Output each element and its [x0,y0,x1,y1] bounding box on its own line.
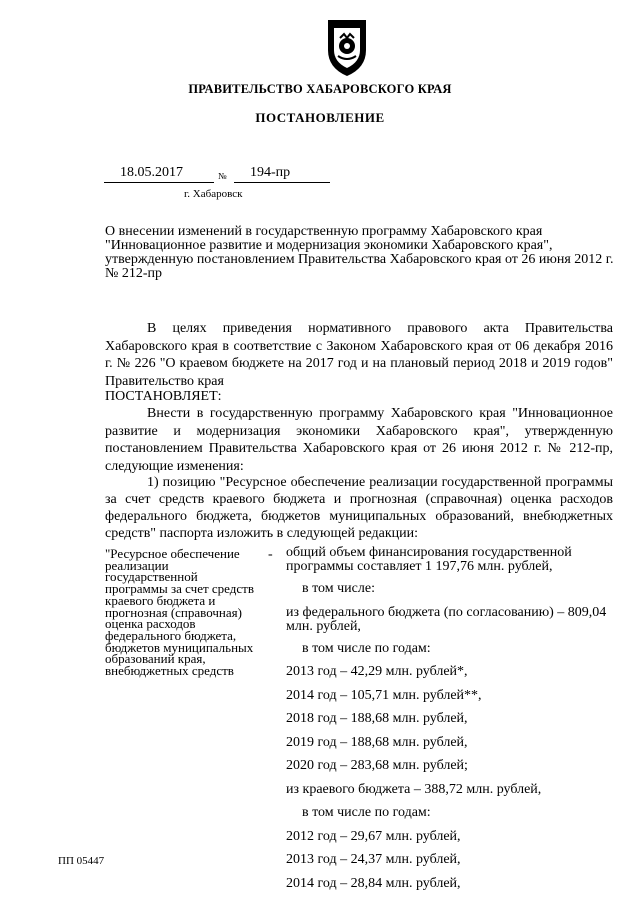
financing-line: 2020 год – 283,68 млн. рублей; [286,758,468,773]
financing-line: из федерального бюджета (по согласованию) – 809,04 млн. рублей, [286,604,607,634]
city-name: г. Хабаровск [184,188,243,200]
coat-of-arms-emblem [324,16,370,78]
financing-line: общий объем финансирования государственной программы составляет 1 197,76 млн. рублей, [286,545,572,574]
decree-type: ПОСТАНОВЛЕНИЕ [255,110,385,125]
financing-details [286,546,613,900]
amendment-paragraph: Внести в государственную программу Хабаровского края "Инновационное развитие и модернизация экономики Хабаровского края", утвержденную постановлением Правительства Хабаровского края от 26 июня 2012 г. № 212-пр, следующие изменения: [105,406,613,474]
number-sign: № [218,171,227,181]
resolves-heading: ПОСТАНОВЛЯЕТ: [105,389,222,404]
financing-line: в том числе по годам: [302,640,431,656]
item-one-paragraph: 1) позицию "Ресурсное обеспечение реализации государственной программы за счет средств краевого бюджета и прогнозная (справочная) оценка расходов федерального бюджета, бюджетов муниципальных образований, внебюджетных средств" паспорта изложить в следующей редакции: [105,475,613,541]
passport-position-title: "Ресурсное обеспечение реализации государственной программы за счет средств краевого бюджета и прогнозная (справочная) оценка расходов федерального бюджета, бюджетов муниципальных образований края, внебюджетных средств [105,546,254,679]
government-name: ПРАВИТЕЛЬСТВО ХАБАРОВСКОГО КРАЯ [188,82,452,96]
decree-subject: О внесении изменений в государственную программу Хабаровского края "Инновационное развитие и модернизация экономики Хабаровского края", утвержденную постановлением Правительства Хабаровского края от 26 июня 2012 г. № 212-пр [105,224,614,281]
financing-line: 2013 год – 24,37 млн. рублей, [286,852,461,867]
financing-line: 2012 год – 29,67 млн. рублей, [286,828,461,844]
decree-date: 18.05.2017 [104,165,214,183]
financing-line: 2014 год – 105,71 млн. рублей**, [286,687,482,703]
financing-line: в том числе: [302,581,375,596]
financing-line: в том числе по годам: [302,805,431,820]
financing-line: из краевого бюджета – 388,72 млн. рублей, [286,781,542,797]
financing-line: 2019 год – 188,68 млн. рублей, [286,734,468,750]
table-dash: - [268,547,273,562]
financing-line: 2018 год – 188,68 млн. рублей, [286,711,468,726]
preamble-paragraph: В целях приведения нормативного правового акта Правительства Хабаровского края в соответствие с Законом Хабаровского края от 06 декабря 2016 г. № 226 "О краевом бюджете на 2017 год и на плановый период 2018 и 2019 годов" Правительство края [105,321,613,389]
financing-line: 2013 год – 42,29 млн. рублей*, [286,664,468,679]
financing-line: 2014 год – 28,84 млн. рублей, [286,875,461,891]
document-code: ПП 05447 [58,855,105,867]
decree-number: 194-пр [234,165,330,183]
